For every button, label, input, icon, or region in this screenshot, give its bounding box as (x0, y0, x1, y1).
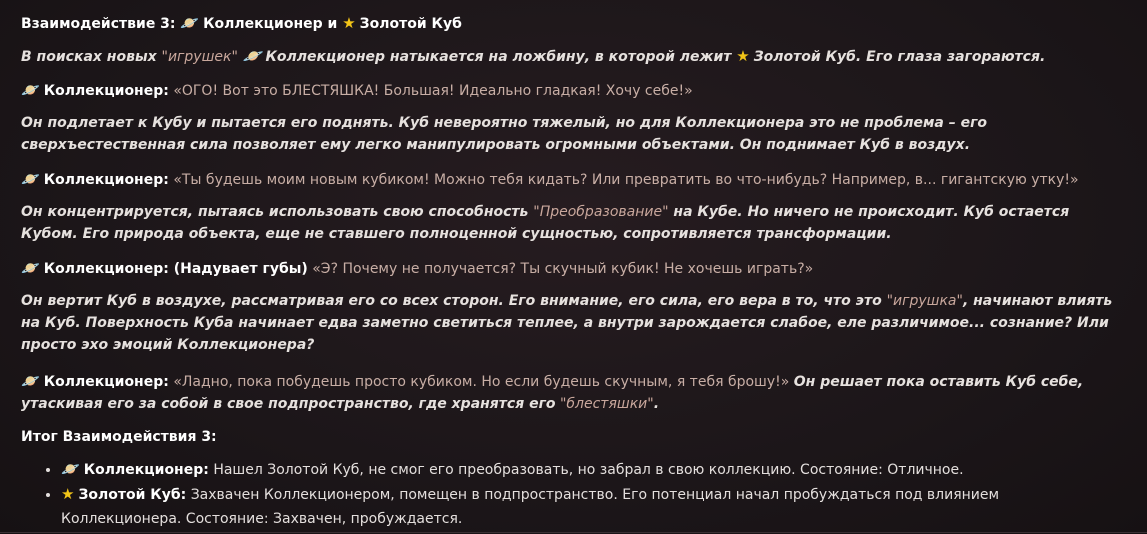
bottom-divider (0, 532, 1147, 533)
speaker-label: Коллекционер: (Надувает губы) (43, 261, 308, 277)
star-icon: ★ (61, 485, 75, 503)
planet-icon: 🪐 (21, 81, 40, 99)
quoted-term: "блестяшки" (559, 396, 654, 412)
narration-paragraph-1: В поисках новых "игрушек" 🪐 Коллекционер натыкается на ложбину, в которой лежит ★ Золотой Куб. Его глаза загораются. (21, 47, 1046, 65)
summary-item-collector (61, 457, 1117, 482)
narration-paragraph-3: Он концентрируется, пытаясь использовать свою способность "Преобразование" на Кубе. Но ничего не происходит. Куб остается Кубом. Его природа объекта, еще не ставшего полноценной сущностью, сопротивляется трансформации. (21, 204, 1070, 242)
speaker-label: Коллекционер: (43, 83, 169, 99)
planet-icon: 🪐 (21, 170, 40, 188)
summary-text: Нашел Золотой Куб, не смог его преобразовать, но забрал в свою коллекцию. Состояние: Отличное. (213, 462, 964, 478)
narration-paragraph-4: Он вертит Куб в воздухе, рассматривая его со всех сторон. Его внимание, его сила, его вера в то, что это "игрушка", начинают влиять на Куб. Поверхность Куба начинает едва заметно светиться теплее, а внутри зарождается слабое, еле различимое... сознание? Или просто эхо эмоций Коллекционера? (21, 293, 1113, 353)
summary-list (21, 457, 1117, 531)
dialogue-line-4: 🪐 Коллекционер: «Ладно, пока побудешь просто кубиком. Но если будешь скучным, я тебя брошу!» Он решает пока оставить Куб себе, утаскивая его за собой в свое подпространство, где хранятся его "блестяшки". (21, 372, 1084, 412)
summary-text: Захвачен Коллекционером, помещен в подпространство. Его потенциал начал пробуждаться под влиянием Коллекционера. Состояние: Захвачен, пробуждается. (61, 487, 1000, 527)
interaction-heading (21, 12, 1117, 35)
dialogue-line-2 (21, 168, 1117, 191)
dialogue-quote: «Ты будешь моим новым кубиком! Можно тебя кидать? Или превратить во что-нибудь? Например, в... гигантскую утку!» (173, 172, 1079, 188)
summary-title: Итог Взаимодействия 3: (21, 429, 217, 445)
summary-label: Коллекционер: (83, 462, 209, 478)
star-icon: ★ (736, 47, 750, 65)
planet-icon: 🪐 (21, 372, 40, 390)
speaker-label: Коллекционер: (43, 172, 169, 188)
dialogue-quote: «ОГО! Вот это БЛЕСТЯШКА! Большая! Идеально гладкая! Хочу себе!» (173, 83, 693, 99)
dialogue-line-1 (21, 79, 1117, 102)
planet-icon: 🪐 (21, 259, 40, 277)
heading-collector: Коллекционер (203, 16, 323, 32)
speaker-label: Коллекционер: (43, 374, 169, 390)
heading-cube: Золотой Куб (359, 16, 462, 32)
heading-and: и (327, 16, 338, 32)
narration-paragraph-2: Он подлетает к Кубу и пытается его поднять. Куб невероятно тяжелый, но для Коллекционера это не проблема – его сверхъестественная сила позволяет ему легко манипулировать огромными объектами. Он поднимает Куб в воздух. (21, 115, 988, 153)
planet-icon: 🪐 (61, 460, 80, 478)
summary-label: Золотой Куб: (78, 487, 187, 503)
dialogue-line-3 (21, 257, 1117, 280)
quoted-term: "игрушка" (886, 293, 963, 309)
dialogue-quote: «Э? Почему не получается? Ты скучный кубик! Не хочешь играть?» (312, 261, 814, 277)
heading-prefix: Взаимодействие 3: (21, 16, 176, 32)
star-icon: ★ (342, 14, 356, 32)
planet-icon: 🪐 (180, 14, 200, 32)
quoted-term: "Преобразование" (533, 204, 669, 220)
dialogue-quote: «Ладно, пока побудешь просто кубиком. Но если будешь скучным, я тебя брошу!» (173, 374, 790, 390)
planet-icon: 🪐 (242, 47, 262, 65)
summary-item-cube (61, 482, 1117, 531)
quoted-term: "игрушек" (161, 49, 238, 65)
